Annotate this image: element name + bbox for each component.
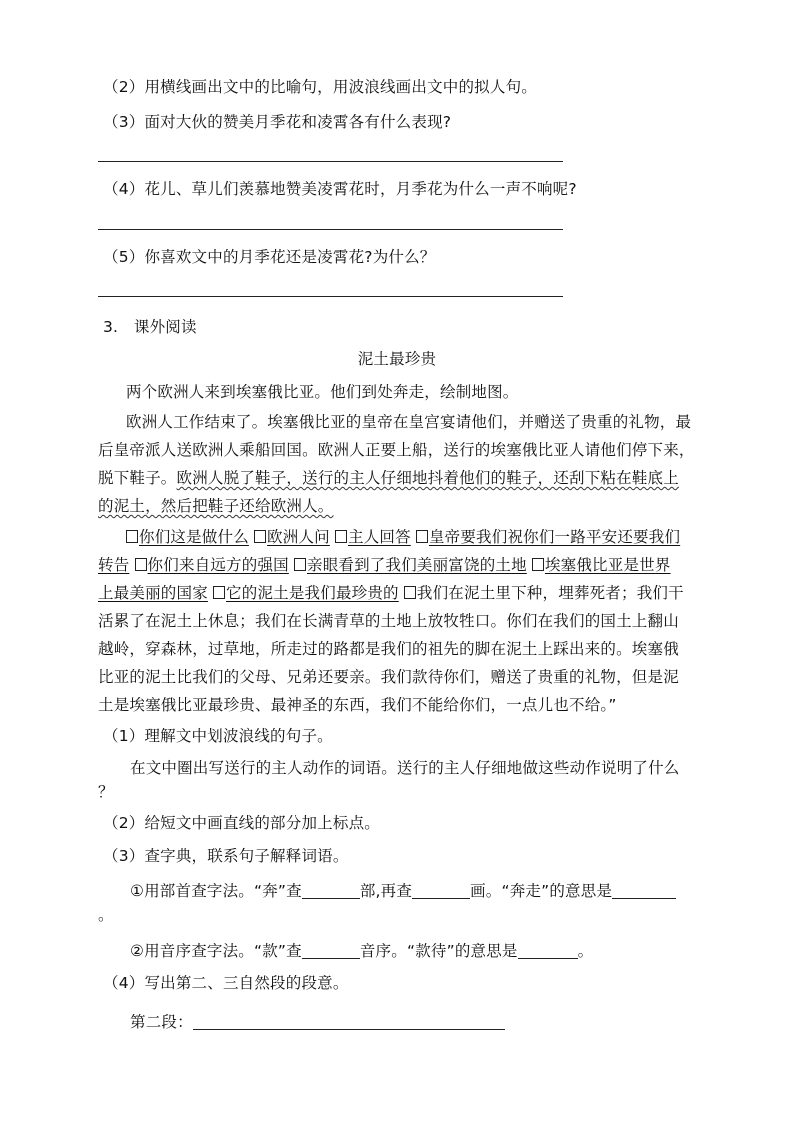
dictionary-pinyin-line: ②用音序查字法。“款”查 音序。“款待”的意思是 。 — [130, 942, 594, 960]
punctuation-box[interactable] — [213, 586, 225, 599]
punctuation-box[interactable] — [335, 530, 347, 543]
section-3-heading: 3. 课外阅读 — [103, 318, 197, 336]
stroke-count-blank[interactable] — [412, 882, 470, 899]
question-3: （3）面对大伙的赞美月季花和凌霄各有什么表现? — [103, 113, 452, 131]
dictionary-radical-line: ①用部首查字法。“奔”查 部,再查 画。“奔走”的意思是 — [130, 880, 676, 902]
paragraph-3-line: 上最美丽的国家 它的泥土是我们最珍贵的 我们在泥土里下种，埋葬死者；我们干 — [98, 584, 684, 602]
paragraph-2-line: 脱下鞋子。欧洲人脱了鞋子，送行的主人仔细地抖着他们的鞋子，还刮下粘在鞋底上 — [98, 469, 679, 487]
paragraph-2-line — [98, 495, 334, 517]
question-4: （4）花儿、草儿们羡慕地赞美凌霄花时，月季花为什么一声不响呢? — [103, 180, 577, 198]
punctuation-box[interactable] — [532, 558, 544, 571]
question-5: （5）你喜欢文中的月季花还是凌霄花?为什么？ — [103, 248, 436, 266]
paragraph-3-line: 比亚的泥土比我们的父母、兄弟还要亲。我们款待你们，赠送了贵重的礼物，但是泥 — [98, 668, 679, 686]
passage-title: 泥土最珍贵 — [357, 350, 437, 368]
paragraph-3-line: 越岭，穿森林，过草地，所走过的路都是我们的祖先的脚在泥土上踩出来的。埃塞俄 — [98, 640, 679, 658]
paragraph-1: 两个欧洲人来到埃塞俄比亚。他们到处奔走，绘制地图。 — [126, 383, 519, 401]
summary-blank[interactable] — [193, 1013, 505, 1030]
paragraph-2-summary: 第二段： — [130, 1011, 505, 1033]
paragraph-3-line: 转告 你们来自远方的强国 亲眼看到了我们美丽富饶的土地 埃塞俄比亚是世界 — [98, 556, 671, 574]
answer-line-4[interactable] — [98, 229, 563, 230]
paragraph-3-line: 你们这是做什么 欧洲人问 主人回答 皇帝要我们祝你们一路平安还要我们 — [126, 526, 680, 548]
question-2: （2）用横线画出文中的比喻句，用波浪线画出文中的拟人句。 — [103, 78, 537, 96]
sub-question-1-mark: ？ — [98, 783, 114, 801]
punctuation-box[interactable] — [294, 558, 306, 571]
meaning-blank[interactable] — [612, 882, 676, 899]
radical-blank[interactable] — [302, 882, 360, 899]
period-mark: 。 — [98, 906, 114, 924]
punctuation-box[interactable] — [254, 530, 266, 543]
meaning-blank[interactable] — [518, 942, 578, 959]
answer-line-5[interactable] — [98, 296, 563, 297]
wavy-underlined-sentence: 的泥土，然后把鞋子还给欧洲人。 — [98, 497, 334, 515]
paragraph-3-line: 活累了在泥土上休息；我们在长满青草的土地上放牧牲口。你们在我们的国土上翻山 — [98, 612, 679, 630]
paragraph-3-line: 土是埃塞俄比亚最珍贵、最神圣的东西，我们不能给你们，一点儿也不给。” — [98, 696, 617, 714]
sub-question-3: （3）查字典，联系句子解释词语。 — [103, 847, 349, 865]
punctuation-box[interactable] — [404, 586, 416, 599]
sub-question-1-detail: 在文中圈出写送行的主人动作的词语。送行的主人仔细地做这些动作说明了什么 — [130, 759, 680, 777]
pinyin-blank[interactable] — [302, 942, 360, 959]
answer-line-3[interactable] — [98, 161, 563, 162]
sub-question-4: （4）写出第二、三自然段的段意。 — [103, 974, 349, 992]
punctuation-box[interactable] — [135, 558, 147, 571]
wavy-underlined-sentence: 欧洲人脱了鞋子，送行的主人仔细地抖着他们的鞋子，还刮下粘在鞋底上 — [176, 469, 679, 487]
paragraph-2-line: 后皇帝派人送欧洲人乘船回国。欧洲人正要上船，送行的埃塞俄比亚人请他们停下来， — [98, 441, 695, 459]
paragraph-2-line: 欧洲人工作结束了。埃塞俄比亚的皇帝在皇宫宴请他们，并赠送了贵重的礼物，最 — [126, 413, 692, 431]
sub-question-1: （1）理解文中划波浪线的句子。 — [103, 727, 333, 745]
sub-question-2: （2）给短文中画直线的部分加上标点。 — [103, 814, 380, 832]
punctuation-box[interactable] — [126, 530, 138, 543]
punctuation-box[interactable] — [416, 530, 428, 543]
